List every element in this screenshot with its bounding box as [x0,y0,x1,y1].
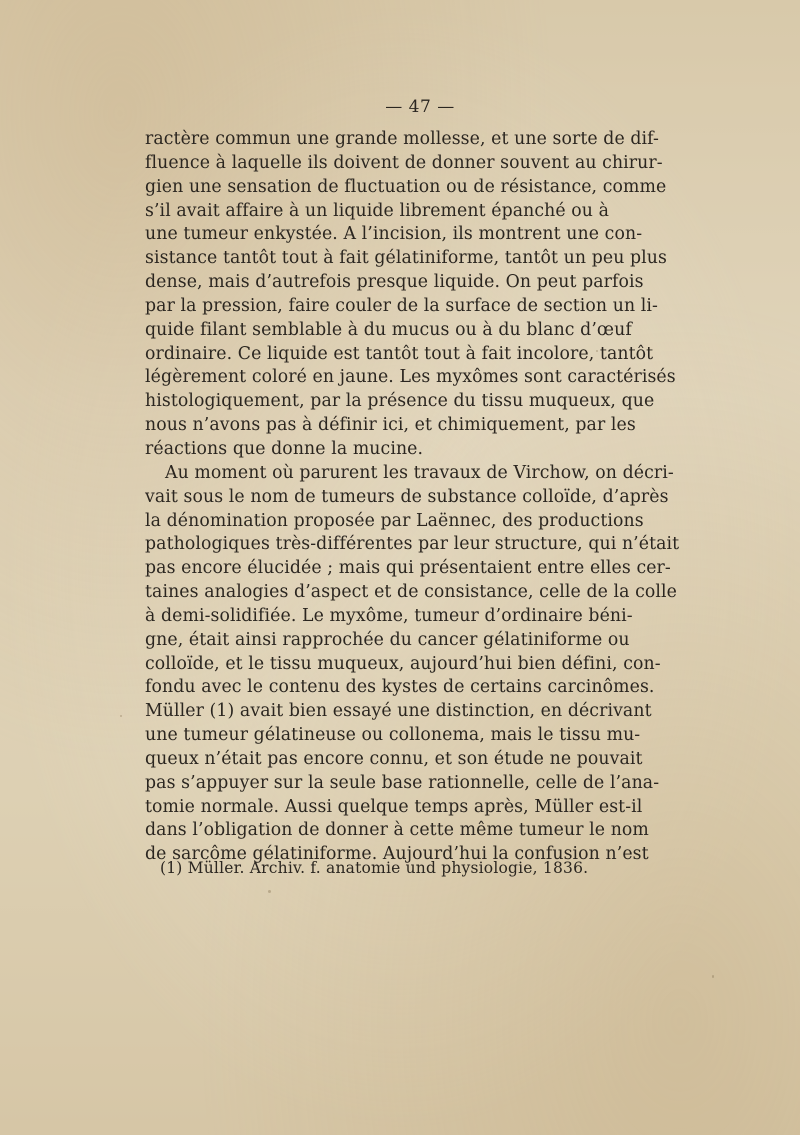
text-line: fondu avec le contenu des kystes de certains carcinômes. [145,677,655,698]
paper-speck [596,350,598,352]
text-line: pas s’appuyer sur la seule base rationnelle, celle de l’ana- [145,772,660,793]
text-line: ordinaire. Ce liquide est tantôt tout à fait incolore, tantôt [145,343,654,364]
text-line: sistance tantôt tout à fait gélatiniforme, tantôt un peu plus [145,248,668,269]
text-line: s’il avait affaire à un liquide librement épanché ou à [145,200,610,221]
text-line: taines analogies d’aspect et de consistance, celle de la colle [145,582,678,603]
text-line: nous n’avons pas à définir ici, et chimiquement, par les [145,415,636,436]
paper-speck [268,890,271,893]
text-line: queux n’était pas encore connu, et son étude ne pouvait [145,748,643,769]
text-line: colloïde, et le tissu muqueux, aujourd’hui bien défini, con- [145,653,661,674]
text-line: Müller (1) avait bien essayé une distinction, en décrivant [145,701,652,722]
text-line: réactions que donne la mucine. [145,438,424,459]
text-line: la dénomination proposée par Laënnec, des productions [145,510,644,531]
text-line: à demi-solidifiée. Le myxôme, tumeur d’ordinaire béni- [145,605,633,626]
text-line: de sarcôme gélatiniforme. Aujourd’hui la confusion n’est [145,844,649,865]
text-line: quide filant semblable à du mucus ou à du blanc d’œuf [145,319,632,340]
footnote: (1) Müller. Archiv. f. anatomie und physiologie, 1836. [160,859,589,877]
text-line: légèrement coloré en jaune. Les myxômes sont caractérisés [145,367,676,388]
text-line: une tumeur gélatineuse ou collonema, mais le tissu mu- [145,725,641,746]
paper-speck [120,715,122,717]
text-line: ractère commun une grande mollesse, et une sorte de dif- [145,129,659,149]
page-number: — 47 — [385,97,455,117]
text-line: Au moment où parurent les travaux de Virchow, on décri- [165,462,674,483]
text-line: par la pression, faire couler de la surface de section un li- [145,295,658,316]
text-line: fluence à laquelle ils doivent de donner souvent au chirur- [145,152,663,173]
paper-speck [712,975,714,978]
text-line: dans l’obligation de donner à cette même tumeur le nom [145,820,649,841]
text-line: histologiquement, par la présence du tissu muqueux, que [145,391,655,412]
text-line: pathologiques très-différentes par leur structure, qui n’était [145,534,680,555]
text-line: une tumeur enkystée. A l’incision, ils montrent une con- [145,224,643,245]
body-text [145,128,680,867]
text-line: vait sous le nom de tumeurs de substance colloïde, d’après [145,486,669,507]
text-line: tomie normale. Aussi quelque temps après, Müller est-il [145,796,643,817]
text-line: dense, mais d’autrefois presque liquide. On peut parfois [145,272,644,293]
text-line: gien une sensation de fluctuation ou de résistance, comme [145,176,667,197]
text-line: pas encore élucidée ; mais qui présentaient entre elles cer- [145,558,671,579]
text-line: gne, était ainsi rapprochée du cancer gélatiniforme ou [145,629,630,650]
